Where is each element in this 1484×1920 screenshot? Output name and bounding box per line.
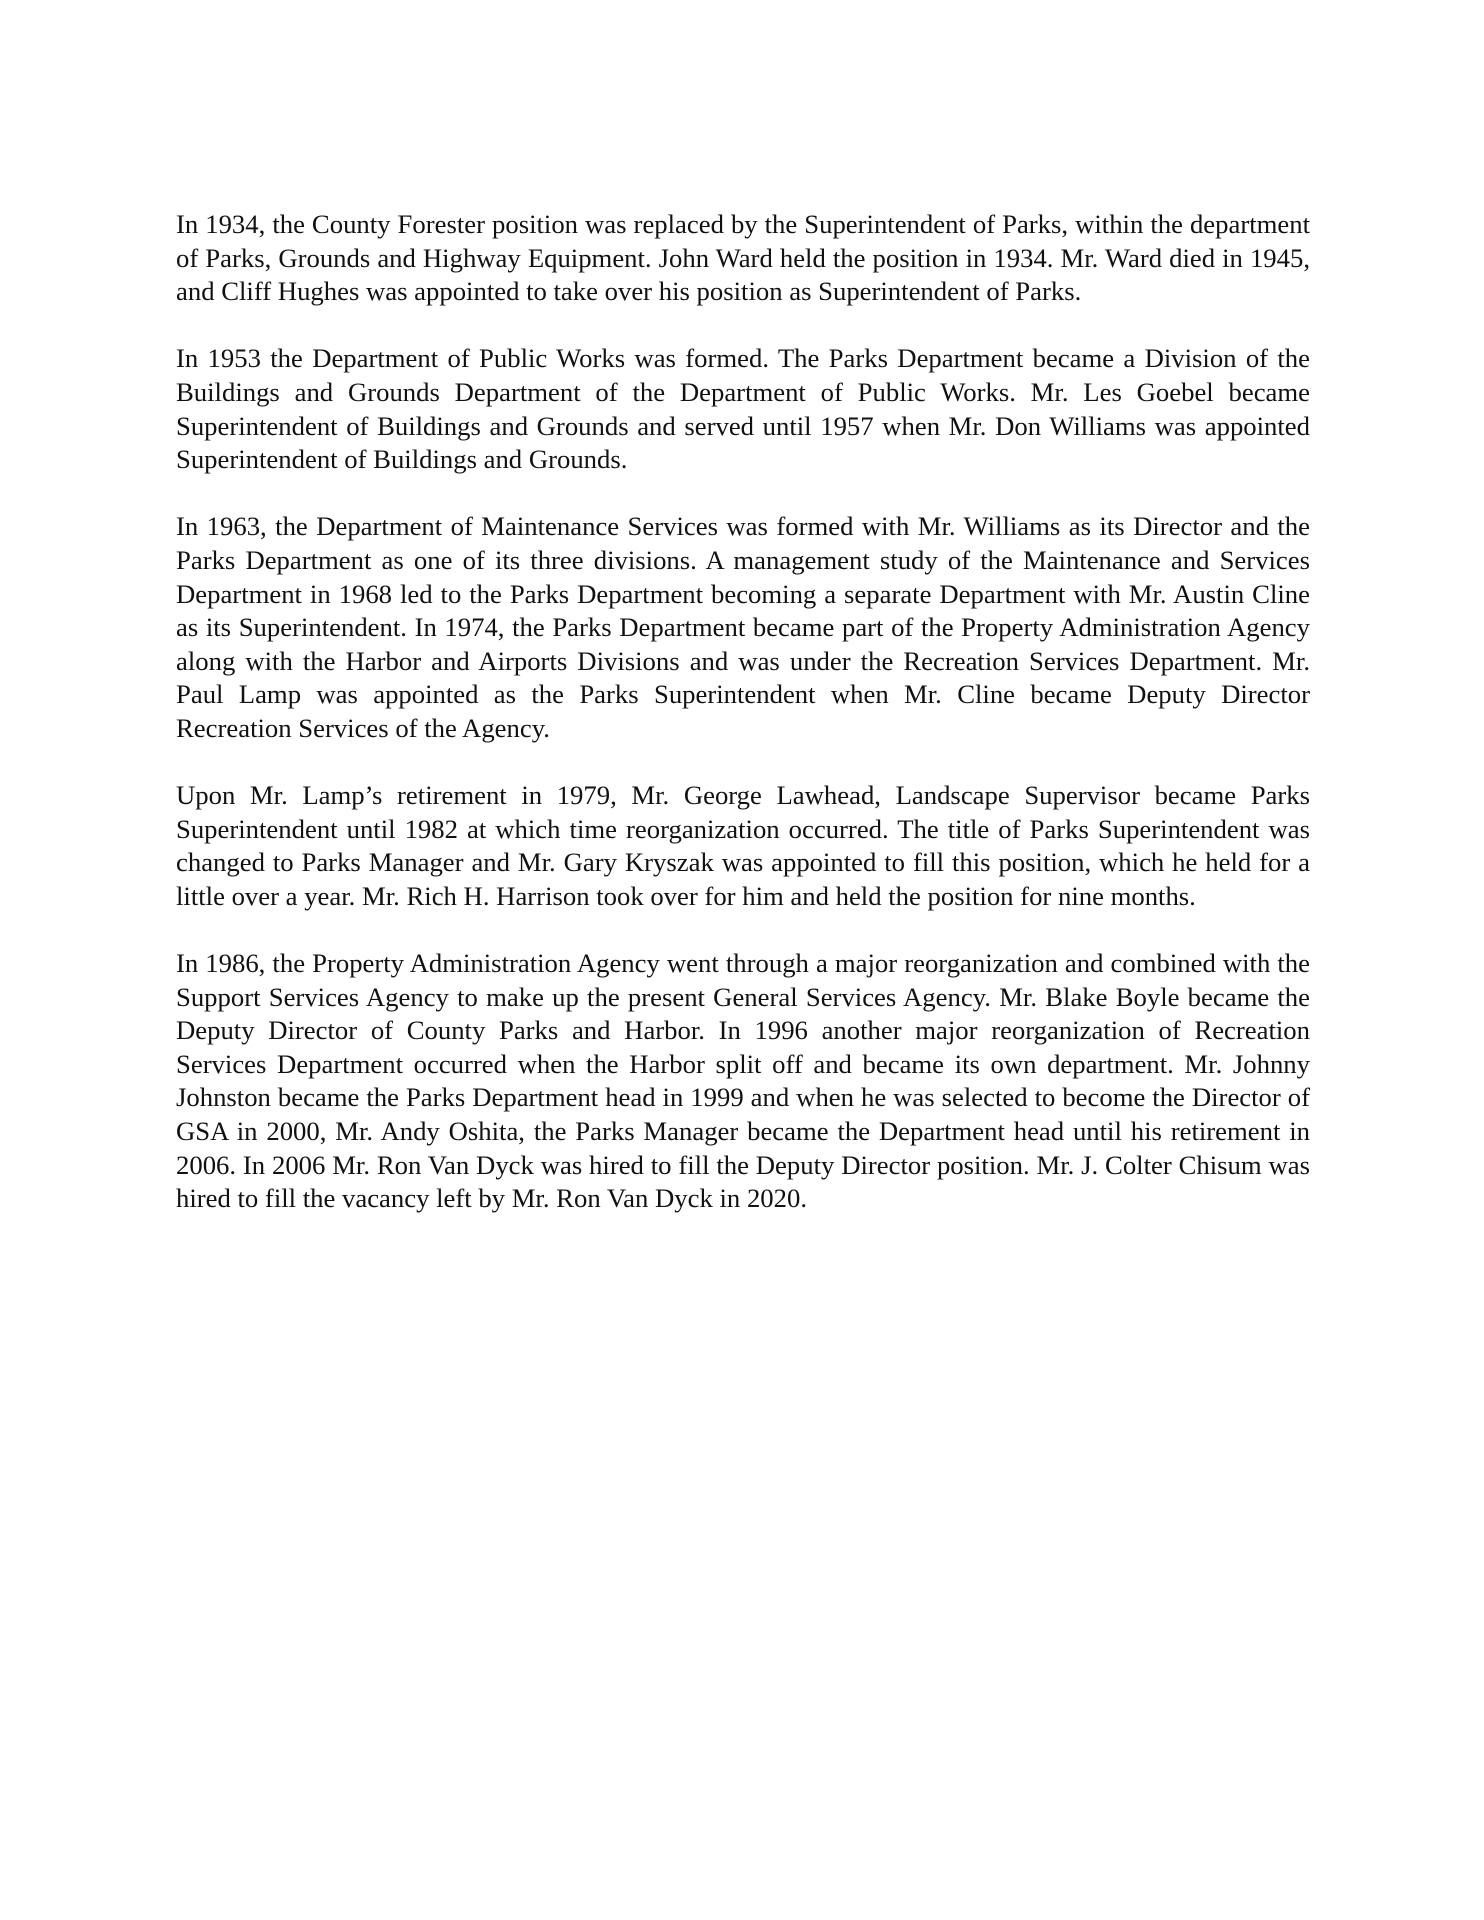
paragraph-1986: In 1986, the Property Administration Agency went through a major reorganization and combined with the Support Services Agency to make up the present General Services Agency. Mr. Blake Boyle became the Deputy Director of County Parks and Harbor. In 1996 another major reorganization of Recreation Services Department occurred when the Harbor split off and became its own department. Mr. Johnny Johnston became the Parks Department head in 1999 and when he was selected to become the Director of GSA in 2000, Mr. Andy Oshita, the Parks Manager became the Department head until his retirement in 2006. In 2006 Mr. Ron Van Dyck was hired to fill the Deputy Director position. Mr. J. Colter Chisum was hired to fill the vacancy left by Mr. Ron Van Dyck in 2020. xyxy=(176,948,1310,1214)
paragraph-1963: In 1963, the Department of Maintenance Services was formed with Mr. Williams as its Director and the Parks Department as one of its three divisions. A management study of the Maintenance and Services Department in 1968 led to the Parks Department becoming a separate Department with Mr. Austin Cline as its Superintendent. In 1974, the Parks Department became part of the Property Administration Agency along with the Harbor and Airports Divisions and was under the Recreation Services Department. Mr. Paul Lamp was appointed as the Parks Superintendent when Mr. Cline became Deputy Director Recreation Services of the Agency. xyxy=(176,511,1310,743)
paragraph-1953: In 1953 the Department of Public Works was formed. The Parks Department became a Division of the Buildings and Grounds Department of the Department of Public Works. Mr. Les Goebel became Superintendent of Buildings and Grounds and served until 1957 when Mr. Don Williams was appointed Superintendent of Buildings and Grounds. xyxy=(176,343,1310,475)
paragraph-1934: In 1934, the County Forester position was replaced by the Superintendent of Parks, within the department of Parks, Grounds and Highway Equipment. John Ward held the position in 1934. Mr. Ward died in 1945, and Cliff Hughes was appointed to take over his position as Superintendent of Parks. xyxy=(176,209,1310,307)
document-body xyxy=(176,208,1310,1249)
paragraph-1979: Upon Mr. Lamp’s retirement in 1979, Mr. George Lawhead, Landscape Supervisor became Parks Superintendent until 1982 at which time reorganization occurred. The title of Parks Superintendent was changed to Parks Manager and Mr. Gary Kryszak was appointed to fill this position, which he held for a little over a year. Mr. Rich H. Harrison took over for him and held the position for nine months. xyxy=(176,780,1310,911)
